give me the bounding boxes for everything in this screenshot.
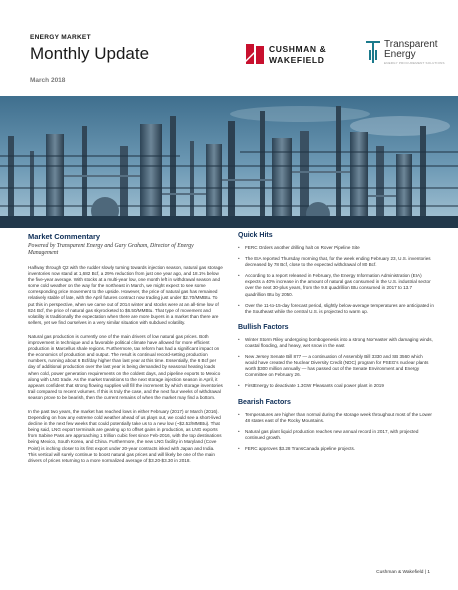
refinery-illustration	[0, 96, 458, 228]
cushman-wakefield-logo	[244, 40, 364, 68]
list-item	[238, 337, 434, 349]
te-logo-line2: Energy	[384, 49, 416, 60]
bullish-factors-title: Bullish Factors	[238, 323, 289, 331]
page-footer: Cushman & Wakefield | 1	[376, 570, 430, 575]
bullish-text: New Jersey Senate Bill 877 — a continuation of Assembly Bill 3330 and SB 3560 which would have created the Nuclear Diversity Credit (NDC) program for PSEG's nuclear plants worth $300 million annually — has passed out of the Senate Environment and Energy Committee on February 26.	[245, 354, 429, 378]
bullet-icon: •	[238, 383, 240, 389]
commentary-paragraph: Halfway through Q2 with the rudder slowly turning towards injection season, natural gas storage inventories now stand at 1,682 Bcf, a 29% reduction from just one year ago, and 18.1% below the five-year average. With stocks at a multi-year low, one month left in withdrawal season and some cold weather on the way for the northeast in March, we might expect to see some corresponding price movement to the upside. However, the price of natural gas has remained relatively stable of late, with the April futures contract now trading just under $2.70/MMBtu. To put this in perspective, when we came out of 2014 winter and stocks were at an all-time low of 824 Bcf, the price of natural gas skyrocketed to $6.50/MMBtu. That type of movement and volatility is traditionally the expectation when there are more buyers in a market than there are sellers, yet we find ourselves in a very similar situation with subdued volatility.	[28, 265, 223, 325]
te-logo-subtitle: ENERGY PROCUREMENT SOLUTIONS	[384, 61, 445, 65]
commentary-paragraph: In the past two years, the market has reached lows in either February (2017) or March (2016). Depending on how any extreme cold weather ahead of us plays out, we could see a short-lived decline in the next few weeks that could potentially take us to a new low (~$2.52/MMBtu). That being said, LNG export terminals are gearing up to offset gains in production, as LNG exports from Sabine Pass are approaching 1 trillion cubic feet since Feb-2016, with the top destinations being Mexico, South Korea, and China. Furthermore, the new LNG facility in Maryland (Cove Point) is inching closer to its first export under 20-year contracts inked with Japan and India. This vertical will surely continue to boost natural gas prices and will likely be one of the main drivers of prices returning to a more normalized average of $3.20-$3.30 in 2018.	[28, 408, 222, 463]
list-item	[238, 383, 434, 389]
te-logo-line1: Transparent	[384, 39, 438, 50]
list-item	[238, 429, 434, 441]
bearish-factors-list	[238, 412, 434, 452]
commentary-byline: Powered by Transparent Energy and Gary Graham, Director of Energy Management	[28, 243, 194, 256]
list-item	[238, 303, 434, 315]
bullish-text: Winter Storm Riley undergoing bombogenesis into a strong Nor'easter with damaging winds, coastal flooding, and heavy, wet snow in the east	[245, 336, 433, 348]
transparent-energy-logo-mark	[364, 38, 382, 68]
bullet-icon: •	[238, 428, 240, 434]
quick-hit-text: Over the 11-to-15-day forecast period, slightly below-average temperatures are anticipated in the Southeast while the central U.S. is projected to warm up.	[245, 302, 434, 314]
sidebar-column	[238, 232, 434, 457]
quick-hit-text: The EIA reported Thursday morning that, for the week ending February 23, U.S. inventories decreased by 78 Bcf, close to the expected withdrawal of 80 Bcf.	[245, 256, 431, 268]
market-commentary-title: Market Commentary	[28, 232, 101, 241]
list-item	[238, 245, 434, 251]
transparent-energy-logo	[364, 36, 450, 74]
list-item	[238, 446, 434, 452]
page-header	[0, 0, 458, 96]
market-commentary-section	[28, 232, 224, 464]
bullet-icon: •	[238, 256, 240, 262]
bullish-text: FirstEnergy to deactivate 1.3GW Pleasants coal power plant in 2019	[245, 383, 384, 389]
commentary-paragraph: Natural gas production is currently one of the main drivers of low natural gas prices. Both improvement in technique and a favorable political climate have allowed for more efficient production in Marcellus shale regions. Furthermore, tax reform has had a significant impact on the economics of production and output. The result is continual record-setting production numbers, running about 6 Bcf/day higher than last year at this time. Essentially, the 6 Bcf per day of additional production over the last year is being demanded by seasonal heating loads when cold, power generation requirements on the coldest days, and pipeline exports to Mexico along with LNG trade. As the market transitions to the next storage injection season in April, it appears confident that strong flowing supplies will fill the increment by which storage inventories trail compared to recent volumes. If this is truly the case, and the next four weeks of withdrawal season prove to be bearish, then the current remains of when the market may find a bottom.	[28, 333, 223, 400]
issue-date: March 2018	[30, 77, 66, 84]
cw-logo-line2: WAKEFIELD	[269, 55, 325, 65]
bullish-factors-list	[238, 337, 434, 390]
cw-logo-line1: CUSHMAN &	[269, 44, 327, 54]
refinery-hero-image	[0, 96, 458, 228]
bullet-icon: •	[238, 411, 240, 417]
te-logo-text	[384, 40, 438, 60]
bullet-icon: •	[238, 354, 240, 360]
bearish-text: Temperatures are higher than normal during the storage week throughout most of the Lower 48 states east of the Rocky Mountains.	[245, 411, 432, 423]
list-item	[238, 256, 434, 268]
bullet-icon: •	[238, 445, 240, 451]
cushman-wakefield-logo-mark	[244, 40, 364, 68]
list-item	[238, 412, 434, 424]
page-title: Monthly Update	[30, 44, 150, 63]
bullet-icon: •	[238, 273, 240, 279]
quick-hit-text: FERC Orders another drilling halt on Rover Pipeline Site	[245, 245, 360, 250]
bullet-icon: •	[238, 336, 240, 342]
bearish-factors-title: Bearish Factors	[238, 398, 291, 406]
quick-hit-text: According to a report released in February, the Energy Information Administration (EIA) expects a 40% increase in the amount of natural gas consumed in the U.S. industrial sector over the next 30-plus years, from the 9.8 quadrillion Btu consumed in 2017 to 13.7 quadrillion Btu by 2050.	[245, 273, 431, 297]
bearish-text: FERC approves $3.28 TransCanada pipeline projects.	[245, 445, 356, 451]
list-item	[238, 354, 434, 378]
bearish-text: Natural gas plant liquid production reaches new annual record in 2017, with projected continued growth.	[245, 428, 419, 440]
kicker-label: ENERGY MARKET	[30, 34, 91, 41]
bullet-icon: •	[238, 302, 240, 308]
bullet-icon: •	[238, 245, 240, 250]
quick-hits-list	[238, 245, 434, 315]
list-item	[238, 273, 434, 297]
quick-hits-title: Quick Hits	[238, 232, 273, 239]
